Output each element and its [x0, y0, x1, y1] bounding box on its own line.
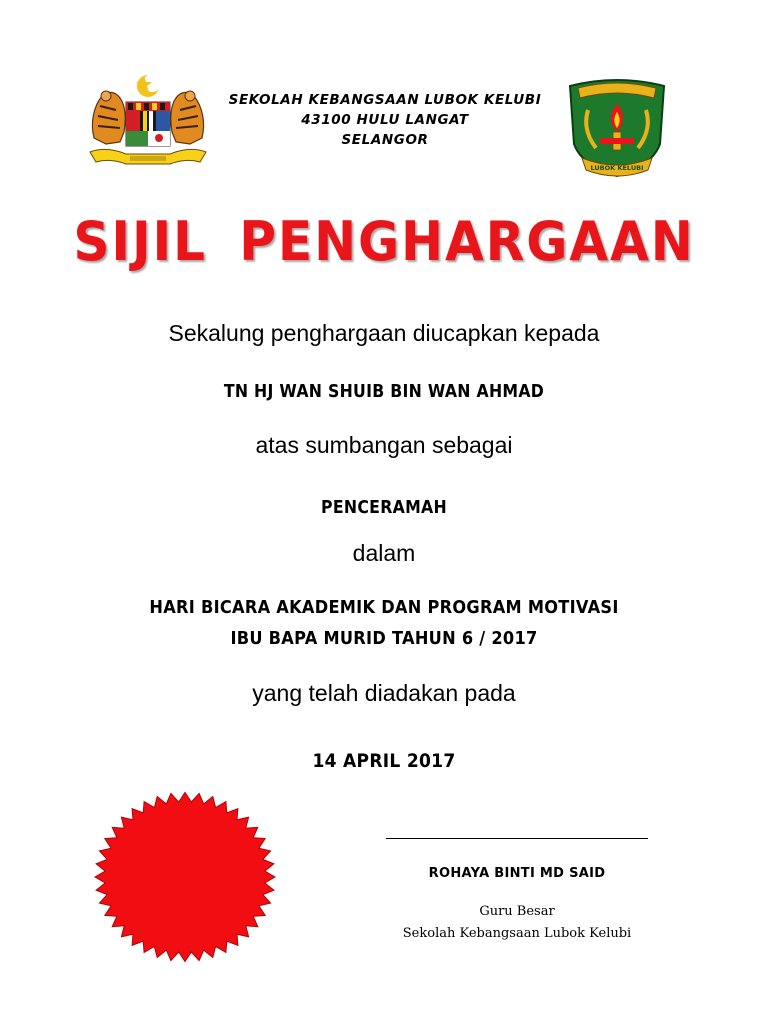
signatory-organization: Sekolah Kebangsaan Lubok Kelubi	[402, 926, 632, 941]
school-postcode-district: 43100 HULU LANGAT	[301, 112, 469, 128]
intro-text: Sekalung penghargaan diucapkan kepada	[168, 320, 600, 346]
signatory-position: Guru Besar	[479, 904, 555, 919]
held-on-text: yang telah diadakan pada	[252, 680, 516, 706]
signature-line	[386, 838, 648, 839]
event-date: 14 APRIL 2017	[312, 750, 456, 772]
school-state: SELANGOR	[341, 132, 429, 148]
event-name-line-2: IBU BAPA MURID TAHUN 6 / 2017	[230, 628, 538, 649]
school-crest-ribbon-label: LUBOK KELUBI	[590, 164, 644, 172]
school-address	[200, 90, 570, 150]
recipient-name: TN HJ WAN SHUIB BIN WAN AHMAD	[223, 382, 545, 402]
event-name-line-1: HARI BICARA AKADEMIK DAN PROGRAM MOTIVASI	[149, 597, 619, 618]
red-seal-icon	[92, 790, 278, 964]
certificate-title: SIJIL PENGHARGAAN	[73, 210, 695, 273]
coat-of-arms-icon	[86, 72, 210, 168]
school-crest-icon	[560, 74, 674, 180]
recipient-role: PENCERAMAH	[321, 498, 447, 518]
signatory-name: ROHAYA BINTI MD SAID	[428, 866, 606, 881]
school-name: SEKOLAH KEBANGSAAN LUBOK KELUBI	[228, 92, 542, 108]
contribution-text: atas sumbangan sebagai	[255, 432, 513, 458]
connector-text: dalam	[352, 540, 416, 566]
